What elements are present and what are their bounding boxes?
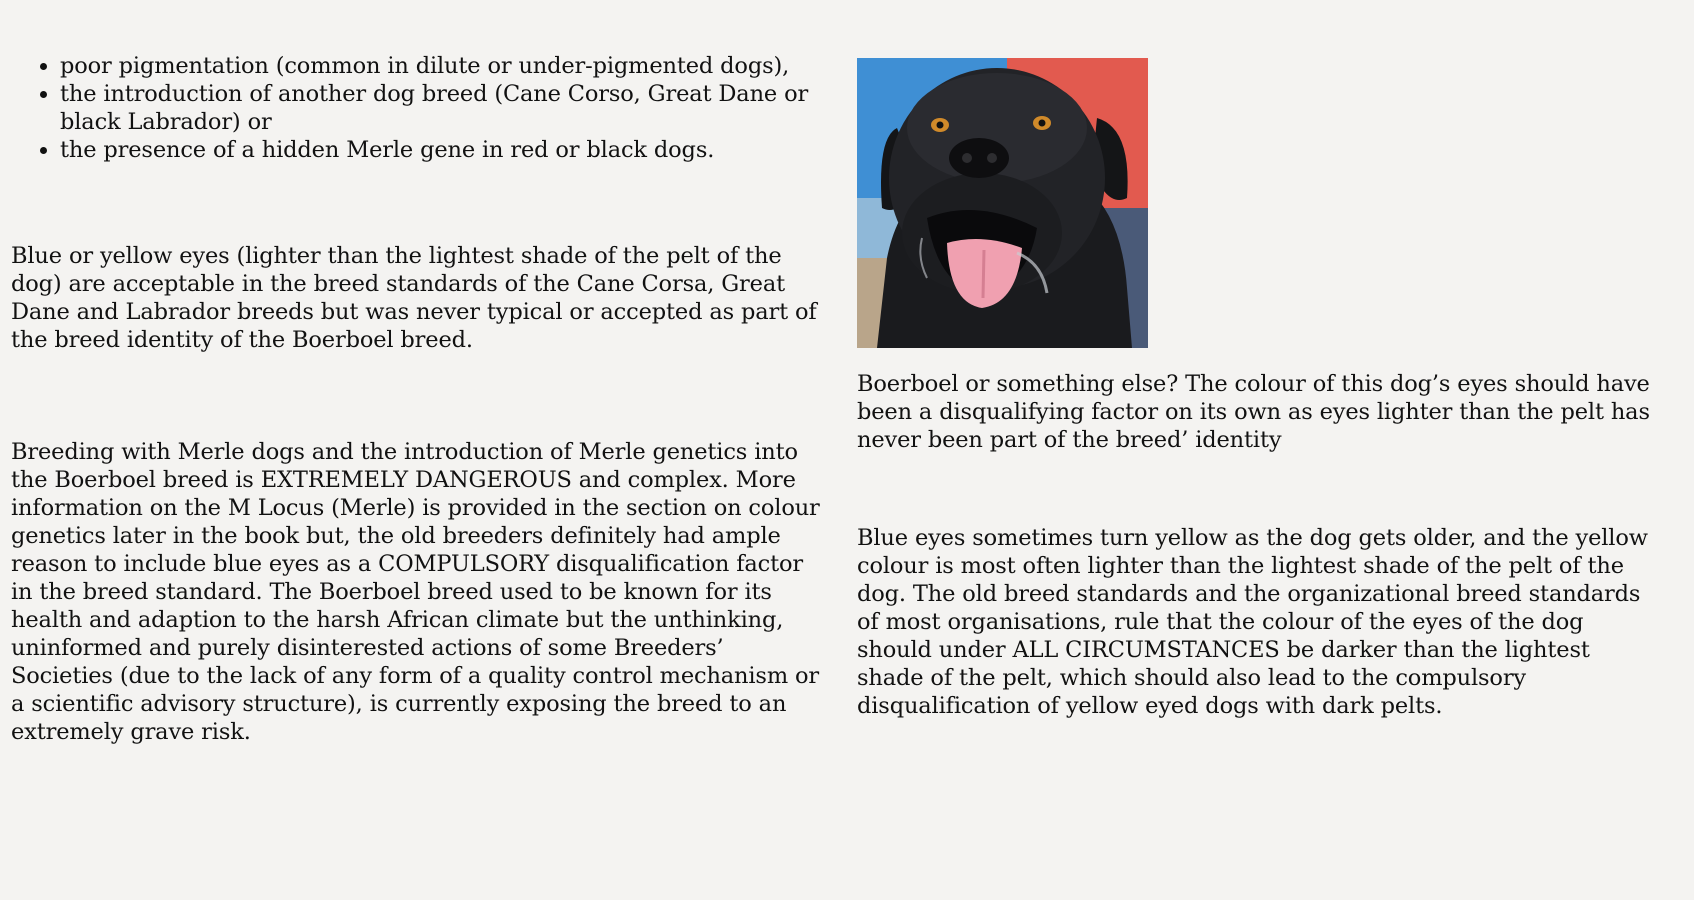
list-item: • the presence of a hidden Merle gene in red or black dogs. <box>60 136 821 164</box>
black-dog-photo <box>857 58 1148 348</box>
blue-eyes-paragraph: Blue or yellow eyes (lighter than the lightest shade of the pelt of the dog) are acceptable in the breed standards of the Cane Corsa, Great Dane and Labrador breeds but was never typical or accepted as part of the breed identity of the Boerboel breed. <box>11 243 817 353</box>
left-column <box>11 52 821 746</box>
photo-caption: Boerboel or something else? The colour of this dog’s eyes should have been a disqualifying factor on its own as eyes lighter than the pelt has never been part of the breed’ identity <box>857 371 1650 453</box>
merle-paragraph: Breeding with Merle dogs and the introduction of Merle genetics into the Boerboel breed is EXTREMELY DANGEROUS and complex. More information on the M Locus (Merle) is provided in the section on colour genetics later in the book but, the old breeders definitely had ample reason to include blue eyes as a COMPULSORY disqualification factor in the breed standard. The Boerboel breed used to be known for its health and adaption to the harsh African climate but the unthinking, uninformed and purely disinterested actions of some Breeders’ Societies (due to the lack of any form of a quality control mechanism or a scientific advisory structure), is currently exposing the breed to an extremely grave risk. <box>11 439 820 745</box>
cause-list <box>11 52 821 164</box>
dog-image-icon <box>857 58 1148 348</box>
yellow-eyes-paragraph: Blue eyes sometimes turn yellow as the dog gets older, and the yellow colour is most often lighter than the lightest shade of the pelt of the dog. The old breed standards and the organizational breed standards of most organisations, rule that the colour of the eyes of the dog should under ALL CIRCUMSTANCES be darker than the lightest shade of the pelt, which should also lead to the compulsory disqualification of yellow eyed dogs with dark pelts. <box>857 525 1648 719</box>
list-item: • the introduction of another dog breed (Cane Corso, Great Dane or black Labrador) or <box>60 80 821 136</box>
list-item: • poor pigmentation (common in dilute or under-pigmented dogs), <box>60 52 821 80</box>
right-column <box>857 58 1657 720</box>
